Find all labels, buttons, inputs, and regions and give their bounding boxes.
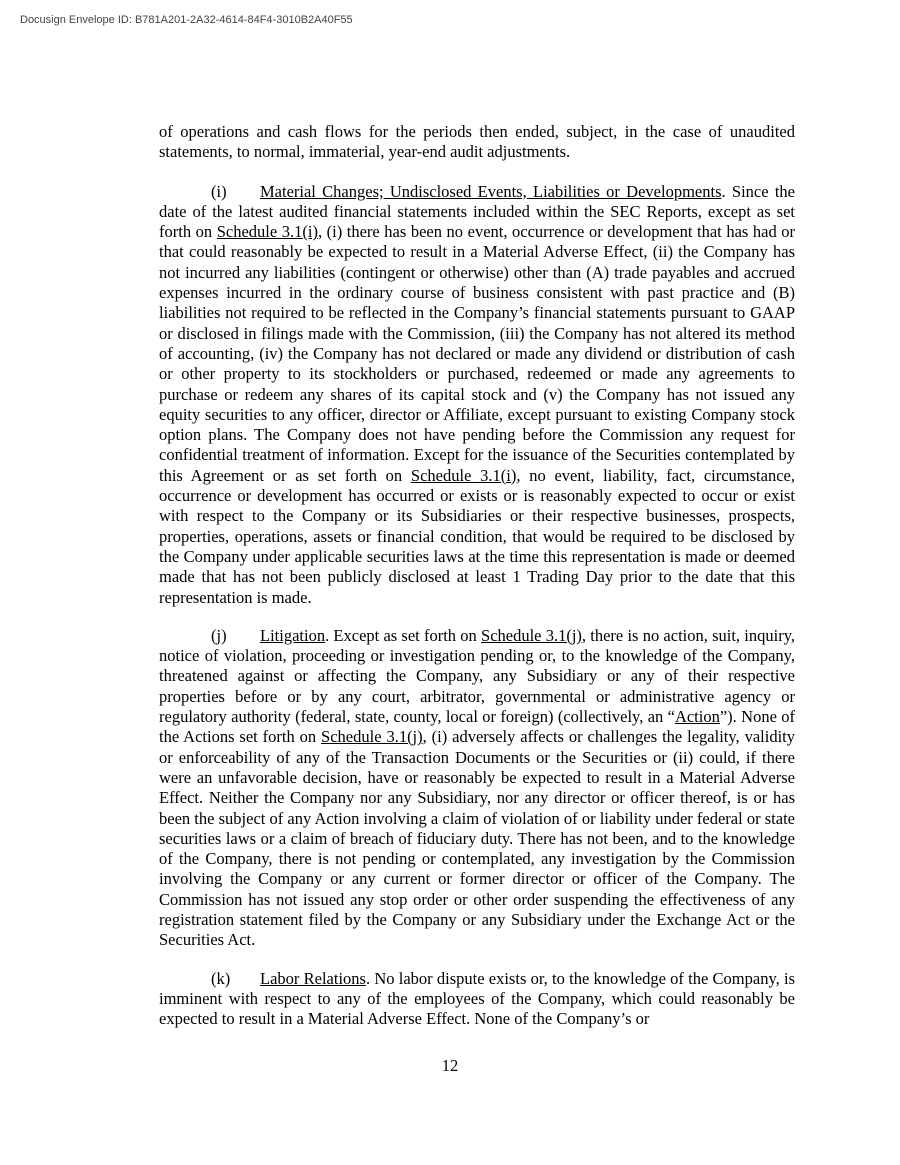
section-k-text-1: . No labor dispute exists or, to the knowledge of the Company, is imminent with respect to any of the employees of the Company, which could reasonably be expected to result in a Material Adverse Effect. None of the Company’s or	[159, 968, 795, 1029]
section-j-text-4: , (i) adversely affects or challenges the legality, validity or enforceability of any of the Transaction Documents or the Securities or (ii) could, if there were an unfavorable decision, have or reasonably be expected to result in a Material Adverse Effect. Neither the Company nor any Subsidiary, nor any director or officer thereof, is or has been the subject of any Action involving a claim of violation of or liability under federal or state securities laws or a claim of breach of fiduciary duty. There has not been, and to the knowledge of the Company, there is not pending or contemplated, any investigation by the Commission involving the Company or any current or former director or officer of the Company. The Commission has not issued any stop order or other order suspending the effectiveness of any registration statement filed by the Company or any Subsidiary under the Exchange Act or the Securities Act.	[159, 727, 795, 950]
section-j-text-3: ”). None of the Actions set forth on	[159, 707, 795, 747]
schedule-3-1-j-ref-1: Schedule 3.1(j)	[481, 625, 582, 645]
section-i-heading: Material Changes; Undisclosed Events, Liabilities or Developments	[260, 181, 722, 201]
schedule-3-1-j-ref-2: Schedule 3.1(j)	[321, 727, 423, 747]
schedule-3-1-i-ref-1: Schedule 3.1(i)	[216, 222, 318, 242]
section-j-paragraph	[159, 626, 795, 951]
section-i-text-1: . Since the date of the latest audited financial statements included within the SEC Reports, except as set forth on	[159, 181, 795, 242]
section-i-paragraph	[159, 182, 795, 608]
section-j-text-1: . Except as set forth on	[325, 625, 482, 645]
continuation-paragraph: of operations and cash flows for the periods then ended, subject, in the case of unaudited statements, to normal, immaterial, year-end audit adjustments.	[159, 122, 795, 162]
page-number: 12	[441, 1056, 459, 1075]
section-k-paragraph	[159, 969, 795, 1030]
document-body	[159, 122, 795, 1047]
section-i-text-3: , no event, liability, fact, circumstance, occurrence or development has occurred or exists or is reasonably expected to occur or exist with respect to the Company or its Subsidiaries or their respective businesses, prospects, properties, operations, assets or financial condition, that would be required to be disclosed by the Company under applicable securities laws at the time this representation is made or deemed made that has not been publicly disclosed at least 1 Trading Day prior to the date that this representation is made.	[159, 465, 795, 607]
section-k-label: (k)	[211, 968, 231, 988]
envelope-id: Docusign Envelope ID: B781A201-2A32-4614-84F4-3010B2A40F55	[20, 14, 353, 26]
defined-term-action: Action	[674, 707, 720, 727]
section-k-heading: Labor Relations	[260, 968, 366, 988]
section-j-text-2: , there is no action, suit, inquiry, notice of violation, proceeding or investigation pending or, to the knowledge of the Company, threatened against or affecting the Company, any Subsidiary or any of their respective properties before or by any court, arbitrator, governmental or administrative agency or regulatory authority (federal, state, county, local or foreign) (collectively, an “	[159, 625, 795, 727]
section-j-label: (j)	[211, 625, 227, 645]
section-i-label: (i)	[211, 181, 227, 201]
section-i-text-2: , (i) there has been no event, occurrence or development that has had or that could reasonably be expected to result in a Material Adverse Effect, (ii) the Company has not incurred any liabilities (contingent or otherwise) other than (A) trade payables and accrued expenses incurred in the ordinary course of business consistent with past practice and (B) liabilities not required to be reflected in the Company’s financial statements pursuant to GAAP or disclosed in filings made with the Commission, (iii) the Company has not altered its method of accounting, (iv) the Company has not declared or made any dividend or distribution of cash or other property to its stockholders or purchased, redeemed or made any agreements to purchase or redeem any shares of its capital stock and (v) the Company has not issued any equity securities to any officer, director or Affiliate, except pursuant to existing Company stock option plans. The Company does not have pending before the Commission any request for confidential treatment of information. Except for the issuance of the Securities contemplated by this Agreement or as set forth on	[159, 222, 796, 485]
section-j-heading: Litigation	[260, 625, 326, 645]
schedule-3-1-i-ref-2: Schedule 3.1(i)	[410, 465, 517, 485]
